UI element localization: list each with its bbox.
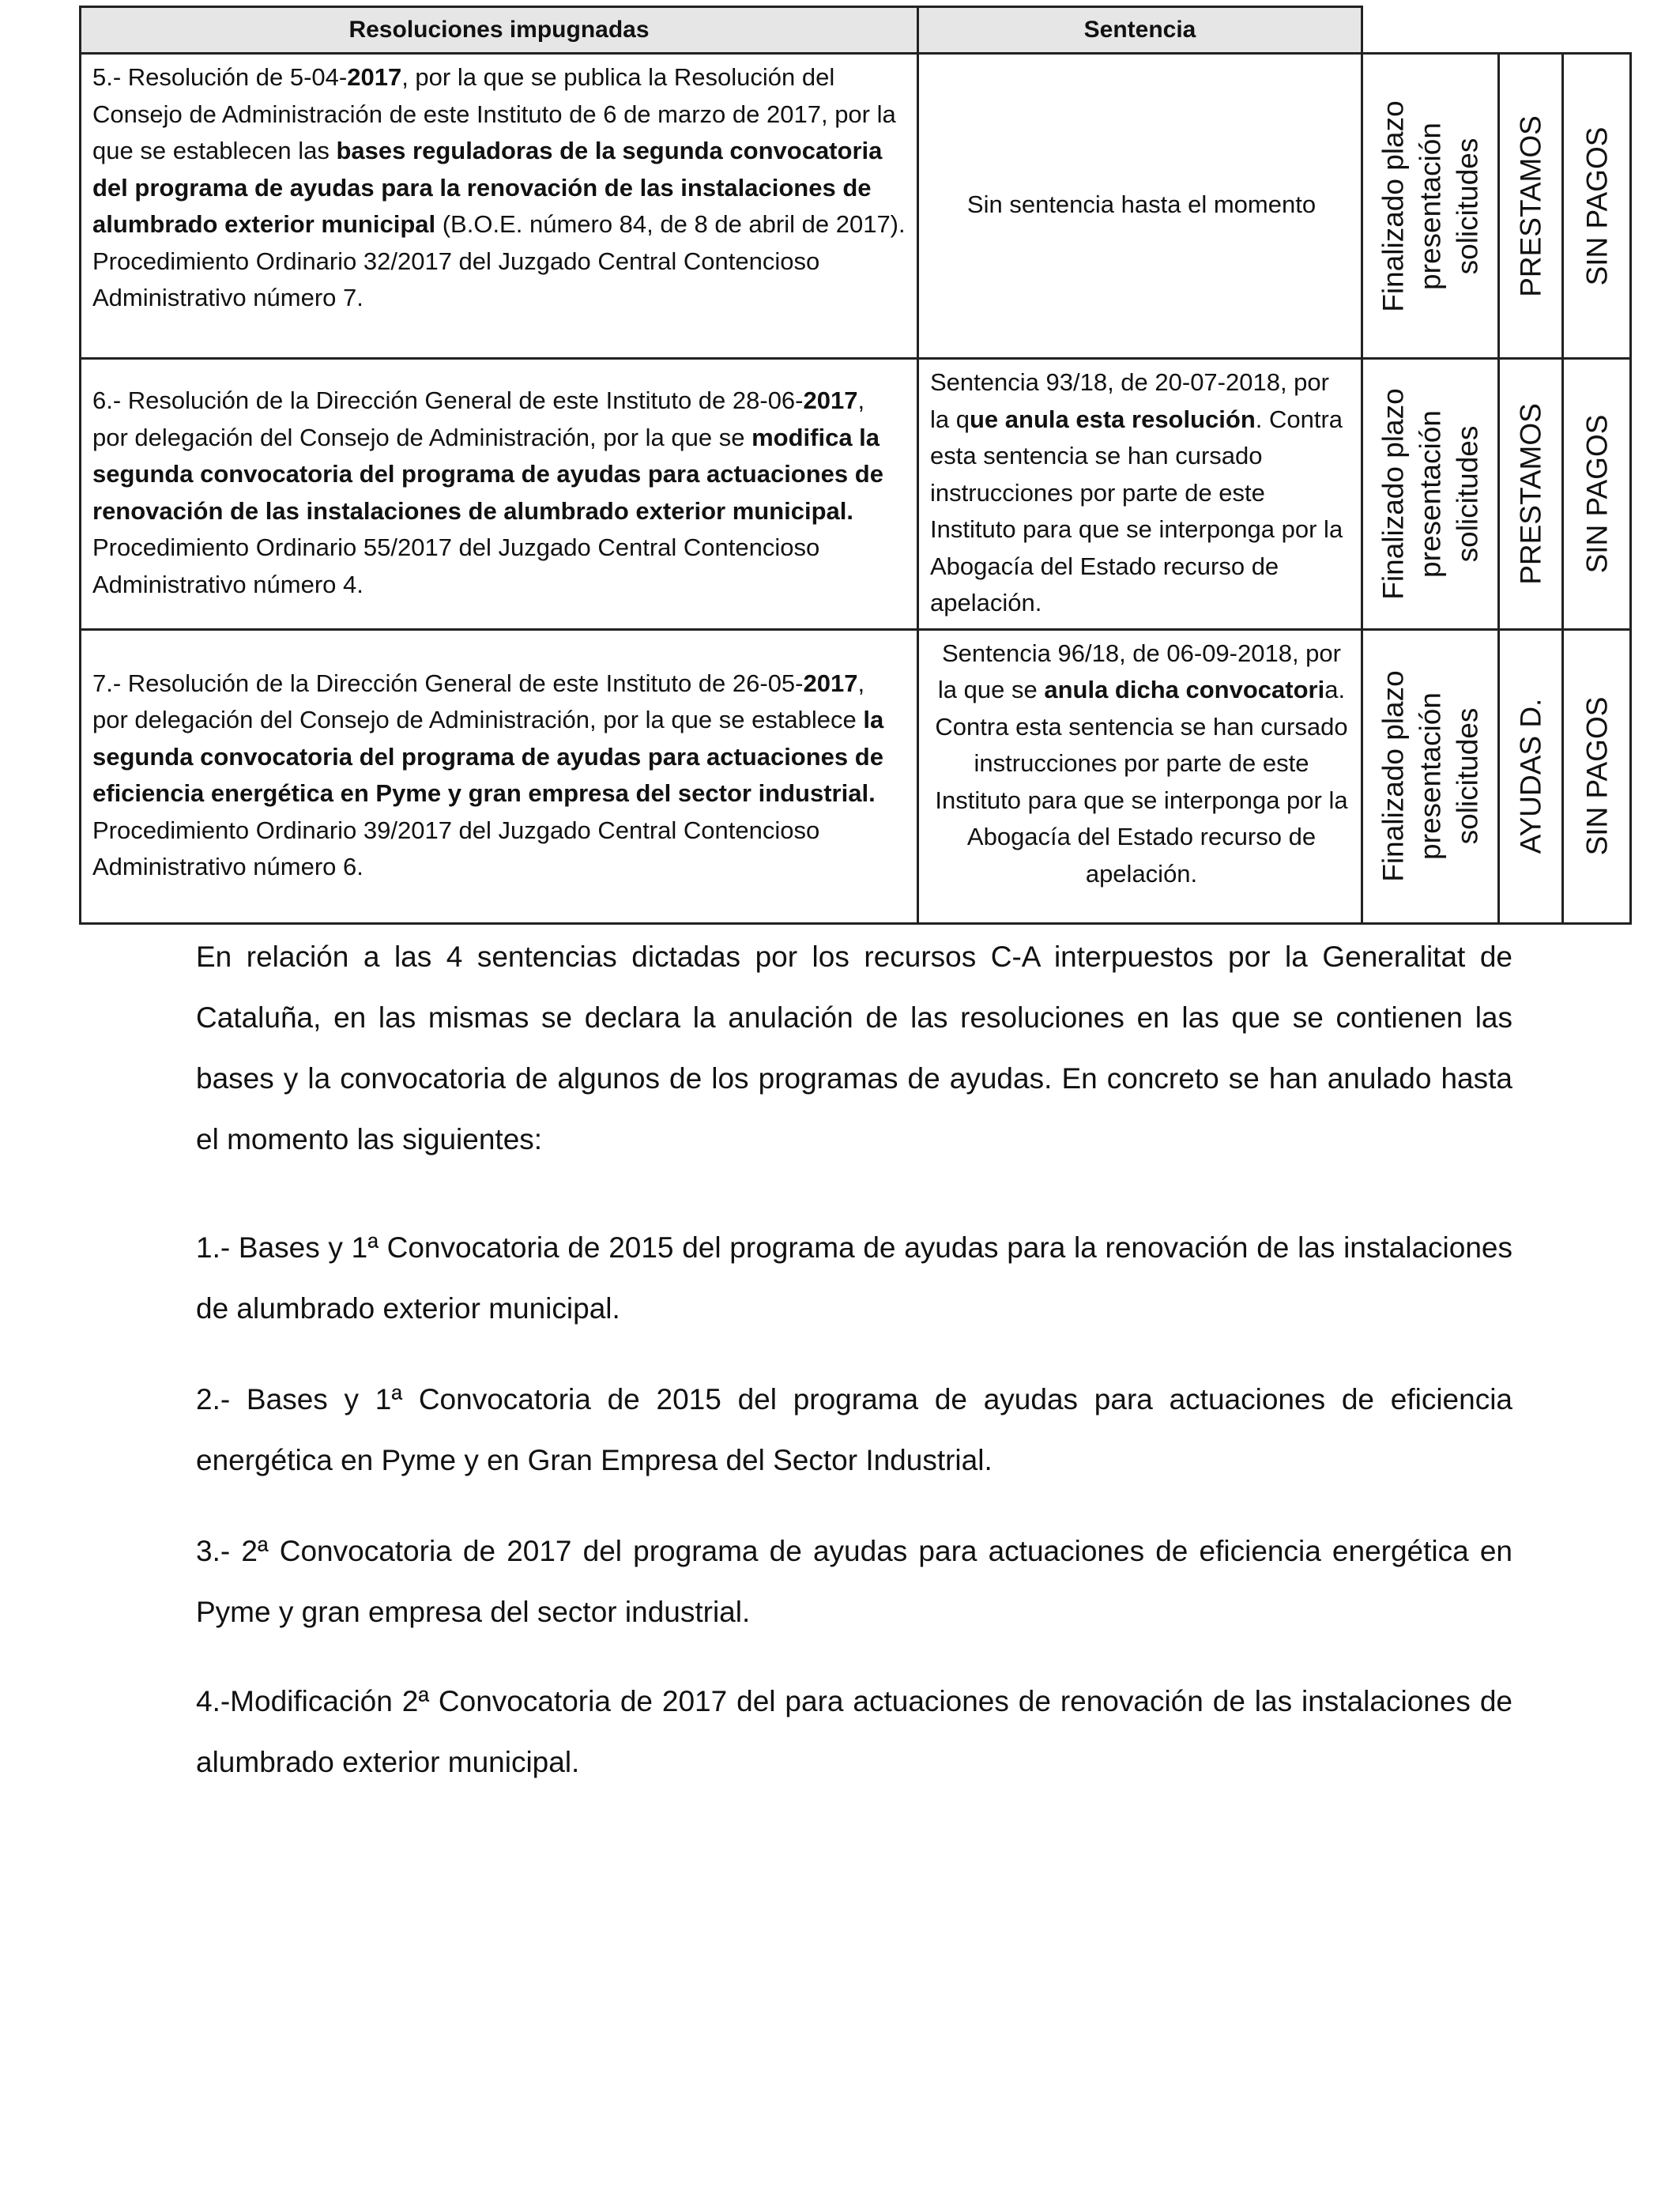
estado-line: solicitudes [1451,707,1484,845]
header-blank [1362,7,1631,54]
bold-text-run: anula dicha convocatori [1044,676,1325,703]
tipo-text: PRESTAMOS [1514,402,1547,585]
text-run: . Contra esta sentencia se han cursado instrucciones por parte de este Instituto para que se interponga por la Abogacía del Estado recurso de apelación. [930,405,1343,616]
estado-cell [1362,359,1499,630]
estado-text [1375,670,1486,881]
text-run: Sentencia 93/18, de 20-07-2018, por la q [930,368,1329,433]
resolution-cell [81,629,918,923]
tipo-text: PRESTAMOS [1514,115,1547,297]
list-item: 2.- Bases y 1ª Convocatoria de 2015 del programa de ayudas para actuaciones de eficiencia energética en Pyme y en Gran Empresa del Sector Industrial. [196,1383,1512,1476]
list-item: 3.- 2ª Convocatoria de 2017 del programa de ayudas para actuaciones de eficiencia energética en Pyme y gran empresa del sector industrial. [196,1535,1512,1628]
header-resoluciones: Resoluciones impugnadas [81,7,918,54]
pagos-cell [1563,359,1631,630]
list-item: 4.-Modificación 2ª Convocatoria de 2017 del para actuaciones de renovación de las instalaciones de alumbrado exterior municipal. [196,1685,1512,1778]
text-run: , por la que se publica la Resolución del Consejo de Administración de este Instituto de 6 de marzo de 2017, por la que se establecen las [92,63,896,164]
bold-text-run: la segunda convocatoria del programa de ayudas para actuaciones de eficiencia energética en Pyme y gran empresa del sector industrial. [92,706,884,807]
estado-cell [1362,629,1499,923]
estado-line: solicitudes [1451,425,1484,563]
estado-line: solicitudes [1451,138,1484,274]
text-run: Sentencia 96/18, de 06-09-2018, por la que se [937,639,1341,703]
sentencia-cell [918,629,1362,923]
tipo-cell [1499,359,1563,630]
pagos-text: SIN PAGOS [1580,414,1613,574]
bold-text-run: 2017 [347,63,402,91]
pagos-text: SIN PAGOS [1580,696,1613,856]
estado-text [1375,388,1486,599]
sentencia-cell [918,359,1362,630]
tipo-text: AYUDAS D. [1514,698,1547,854]
resolution-cell [81,54,918,359]
text-run: Procedimiento Ordinario 39/2017 del Juzgado Central Contencioso Administrativo número 6. [92,816,820,880]
estado-line: Finalizado plazo [1377,388,1410,600]
text-run: 6.- Resolución de la Dirección General de este Instituto de 28-06- [92,386,804,415]
resolutions-table [79,6,1632,925]
list-item: 1.- Bases y 1ª Convocatoria de 2015 del programa de ayudas para la renovación de las instalaciones de alumbrado exterior municipal. [196,1231,1512,1325]
text-run: 7.- Resolución de la Dirección General de este Instituto de 26-05- [92,669,804,697]
estado-line: Finalizado plazo [1377,100,1410,312]
tipo-cell [1499,629,1563,923]
resolution-cell [81,359,918,630]
bold-text-run: ue anula esta resolución [969,405,1256,433]
pagos-cell [1563,629,1631,923]
table-header-row [81,7,1631,54]
header-sentencia: Sentencia [918,7,1362,54]
text-run: , por delegación del Consejo de Administración, por la que se [92,386,865,451]
bold-text-run: bases reguladoras de la segunda convocatoria del programa de ayudas para la renovación de las instalaciones de alumbrado exterior municipal [92,137,883,238]
bold-text-run: 2017 [803,669,858,697]
estado-line: Finalizado plazo [1377,670,1410,882]
text-run: 5.- Resolución de 5-04- [92,63,348,91]
table-row [81,54,1631,359]
intro-paragraph: En relación a las 4 sentencias dictadas por los recursos C-A interpuestos por la Generalitat de Cataluña, en las mismas se declara la anulación de las resoluciones en las que se contienen las bases y la convocatoria de algunos de los programas de ayudas. En concreto se han anulado hasta el momento las siguientes: [196,941,1512,1155]
text-run: Sin sentencia hasta el momento [966,190,1317,219]
text-run: a. Contra esta sentencia se han cursado instrucciones por parte de este Instituto para que se interponga por la Abogacía del Estado recurso de apelación. [935,676,1348,888]
estado-line: presentación [1414,122,1447,290]
text-run: , por delegación del Consejo de Administración, por la que se establece [92,669,865,733]
pagos-text: SIN PAGOS [1580,126,1613,285]
bold-text-run: modifica la segunda convocatoria del programa de ayudas para actuaciones de renovación de las instalaciones de alumbrado exterior municipal. [92,423,883,525]
estado-line: presentación [1414,409,1447,578]
table-row [81,629,1631,923]
text-run: Procedimiento Ordinario 55/2017 del Juzgado Central Contencioso Administrativo número 4. [92,533,820,598]
table-row [81,359,1631,630]
estado-text [1375,100,1486,311]
pagos-cell [1563,54,1631,359]
sentencia-cell [918,54,1362,359]
estado-line: presentación [1414,692,1447,860]
estado-cell [1362,54,1499,359]
tipo-cell [1499,54,1563,359]
text-run: (B.O.E. número 84, de 8 de abril de 2017). Procedimiento Ordinario 32/2017 del Juzgado Central Contencioso Administrativo número 7. [92,210,906,311]
bold-text-run: 2017 [803,386,858,415]
